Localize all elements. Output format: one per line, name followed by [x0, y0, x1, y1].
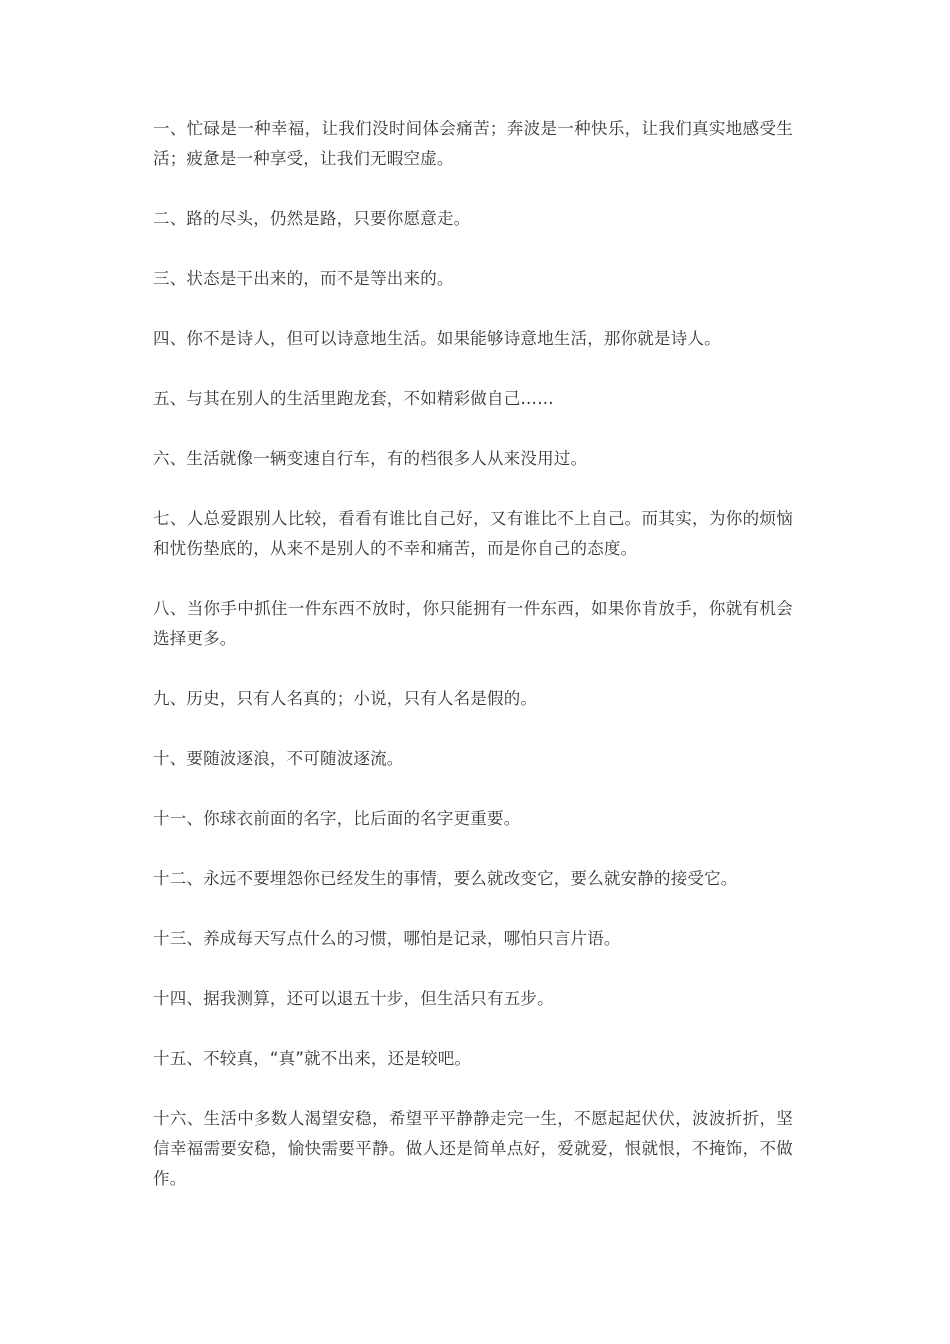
quote-paragraph-14: 十四、据我测算，还可以退五十步，但生活只有五步。	[153, 989, 554, 1008]
quote-paragraph-10: 十、要随波逐浪，不可随波逐流。	[153, 749, 404, 768]
quote-paragraph-8: 八、当你手中抓住一件东西不放时，你只能拥有一件东西，如果你肯放手，你就有机会选择更多。	[153, 599, 793, 648]
quote-paragraph-9: 九、历史，只有人名真的；小说，只有人名是假的。	[153, 689, 538, 708]
quote-paragraph-12: 十二、永远不要埋怨你已经发生的事情，要么就改变它，要么就安静的接受它。	[153, 869, 738, 888]
quote-paragraph-6: 六、生活就像一辆变速自行车，有的档很多人从来没用过。	[153, 449, 588, 468]
quote-paragraph-16: 十六、生活中多数人渴望安稳，希望平平静静走完一生，不愿起起伏伏，波波折折，坚信幸福需要安稳，愉快需要平静。做人还是简单点好，爱就爱，恨就恨，不掩饰，不做作。	[153, 1109, 793, 1188]
quote-paragraph-1: 一、忙碌是一种幸福，让我们没时间体会痛苦；奔波是一种快乐，让我们真实地感受生活；疲惫是一种享受，让我们无暇空虚。	[153, 119, 793, 168]
quote-paragraph-2: 二、路的尽头，仍然是路，只要你愿意走。	[153, 209, 471, 228]
quote-paragraph-11: 十一、你球衣前面的名字，比后面的名字更重要。	[153, 809, 521, 828]
quote-paragraph-15: 十五、不较真，“真”就不出来，还是较吧。	[153, 1049, 472, 1068]
quote-paragraph-13: 十三、养成每天写点什么的习惯，哪怕是记录，哪怕只言片语。	[153, 929, 621, 948]
quote-paragraph-5: 五、与其在别人的生活里跑龙套，不如精彩做自己……	[153, 389, 554, 408]
quote-paragraph-7: 七、人总爱跟别人比较，看看有谁比自己好，又有谁比不上自己。而其实，为你的烦恼和忧伤垫底的，从来不是别人的不幸和痛苦，而是你自己的态度。	[153, 509, 793, 558]
quote-paragraph-3: 三、状态是干出来的，而不是等出来的。	[153, 269, 454, 288]
quote-paragraph-4: 四、你不是诗人，但可以诗意地生活。如果能够诗意地生活，那你就是诗人。	[153, 329, 721, 348]
document-body	[153, 114, 793, 1224]
